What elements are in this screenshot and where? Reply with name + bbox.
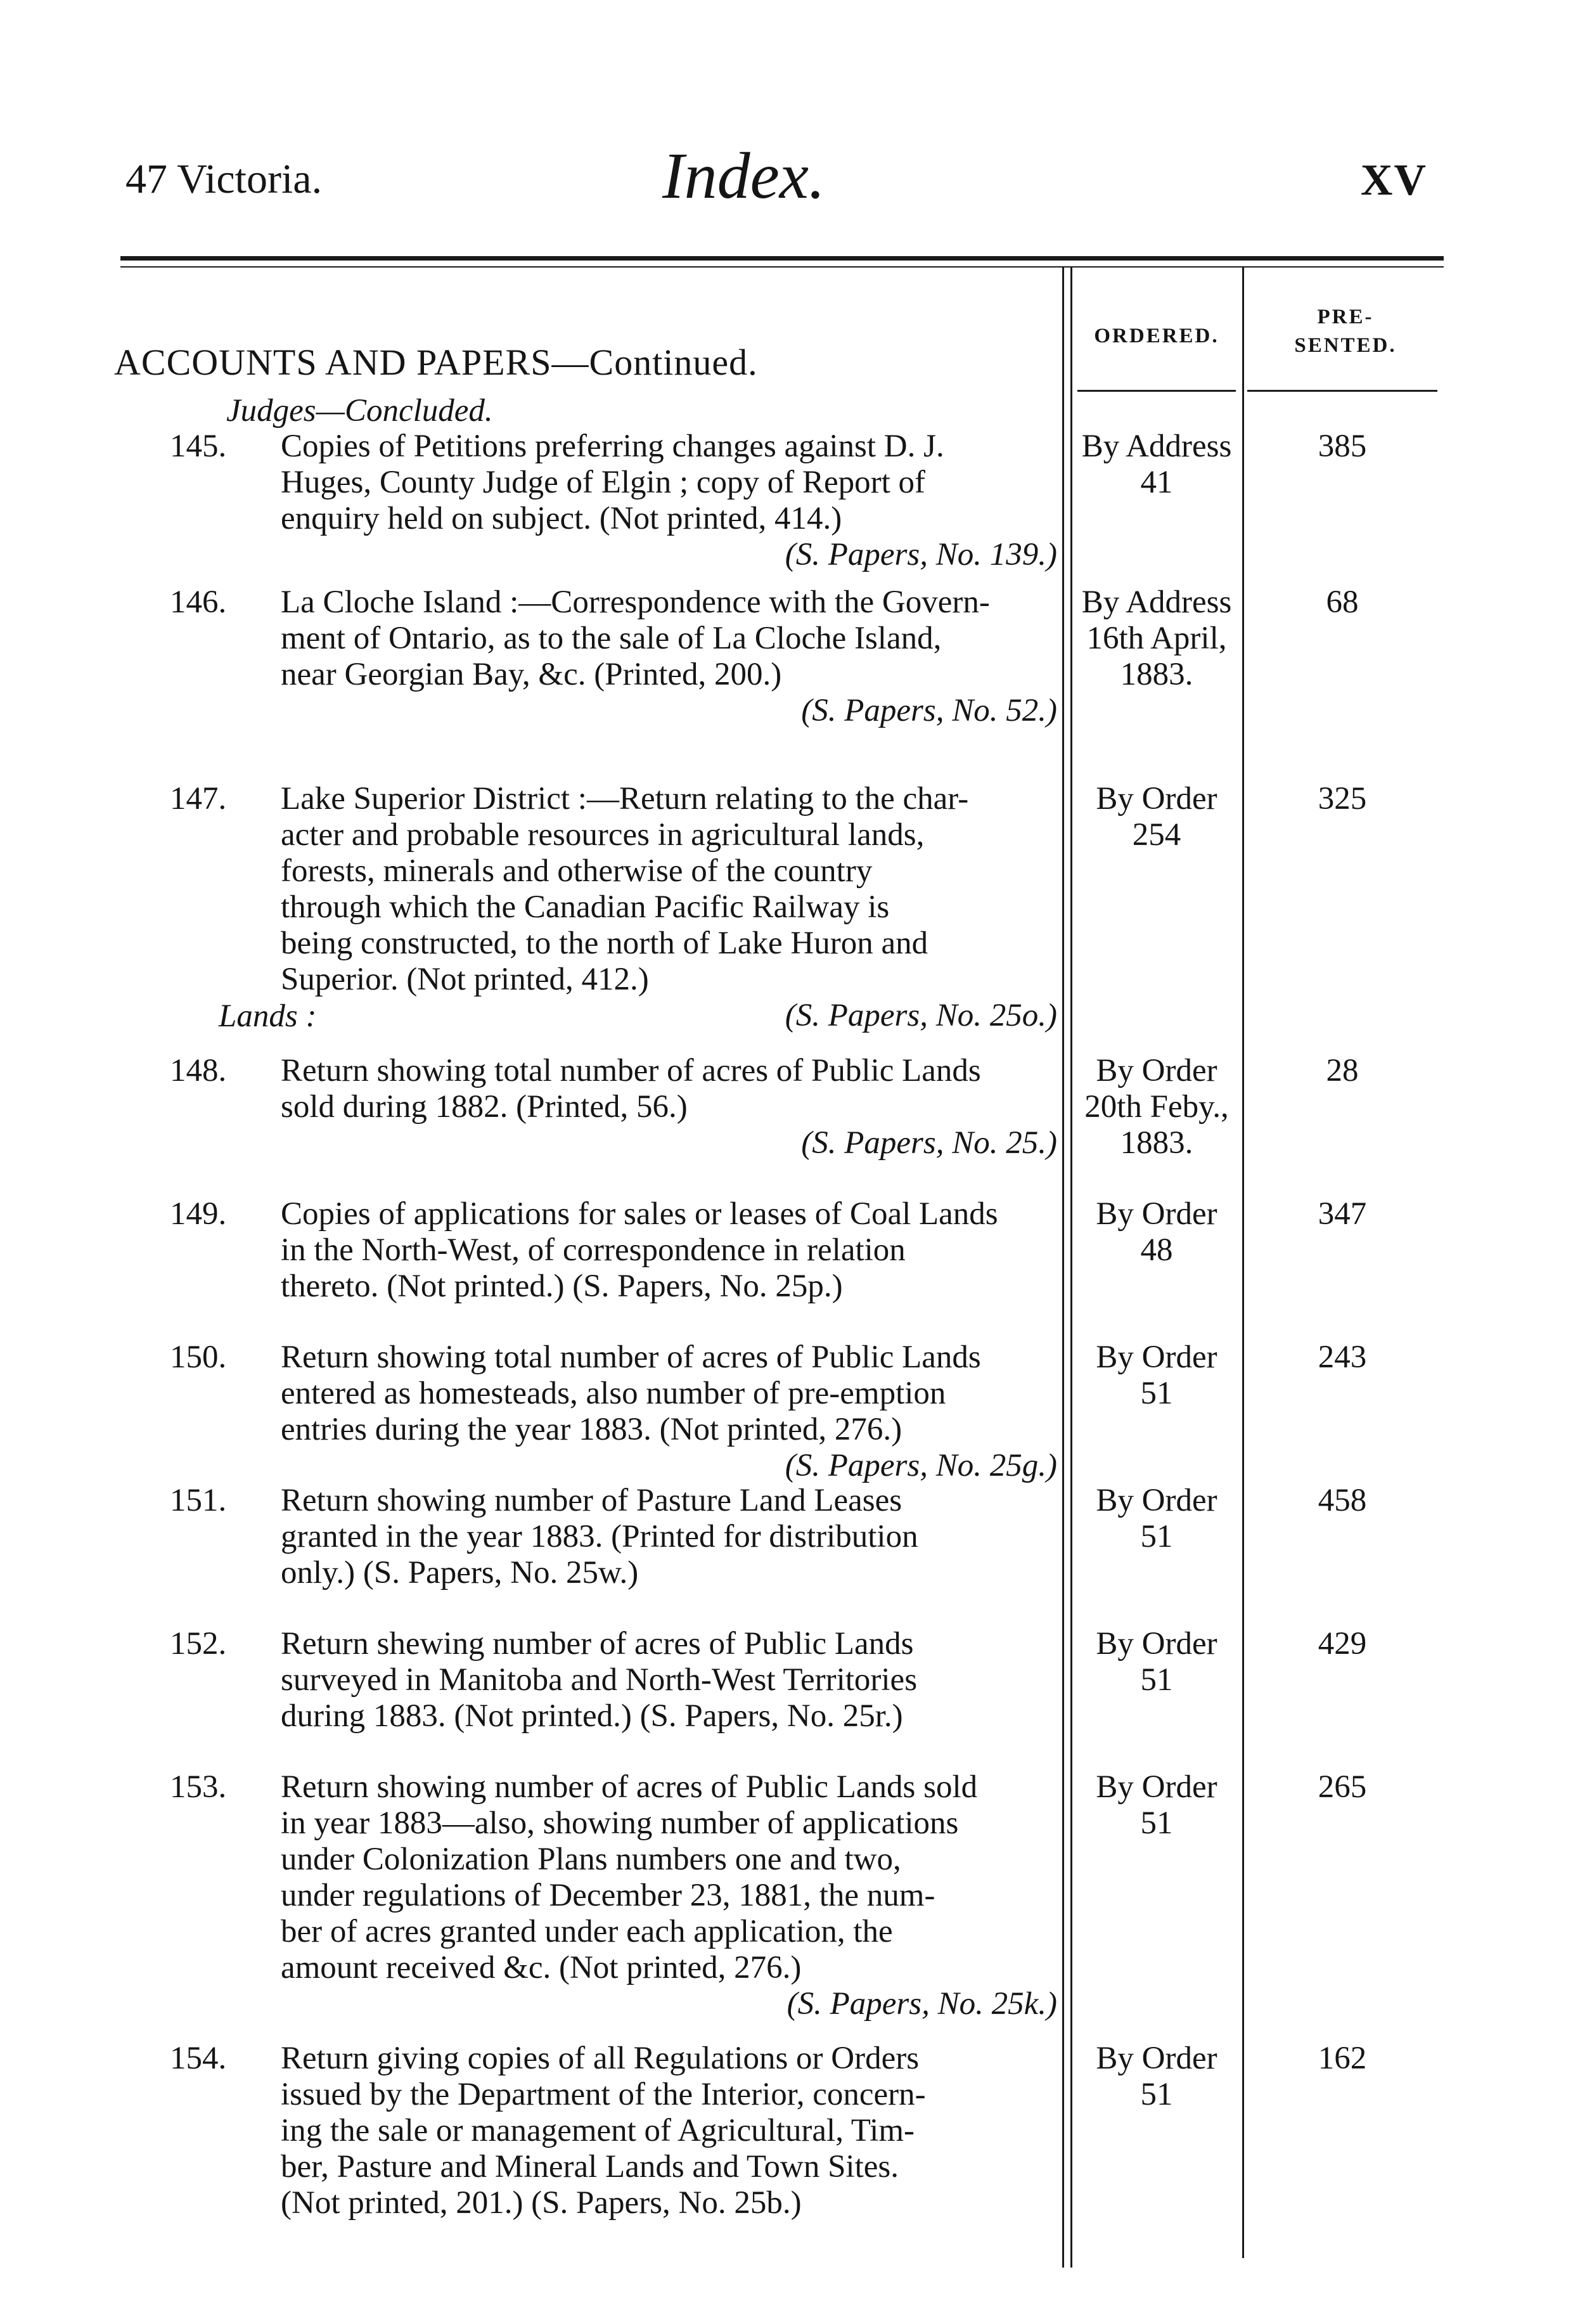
entry-ordered [1074, 1769, 1239, 1842]
entry-ordered-line: By Order [1096, 2041, 1217, 2076]
entry-description-line: issued by the Department of the Interior, concern- [281, 2077, 926, 2112]
entry-description [281, 1483, 1057, 1591]
entry-ordered-line: 51 [1140, 1376, 1173, 1411]
entry-presented: 325 [1318, 781, 1367, 817]
entry-number: 146. [170, 584, 227, 620]
entry-ordered [1074, 1483, 1239, 1555]
entry-description-line: entered as homesteads, also number of pre-emption [281, 1376, 946, 1411]
entry-description [281, 1626, 1057, 1734]
column-header-presented [1247, 303, 1444, 359]
entry-description-line: under Colonization Plans numbers one and two, [281, 1842, 901, 1877]
entry-description-line: surveyed in Manitoba and North-West Territories [281, 1662, 918, 1698]
entry-ordered-line: 51 [1140, 2077, 1173, 2112]
column-header-ordered: ORDERED. [1094, 325, 1219, 347]
entry-description-line: Return showing total number of acres of Public Lands [281, 1340, 981, 1375]
entry-ordered-line: By Order [1096, 1340, 1217, 1375]
entry-ordered [1074, 584, 1239, 693]
entry-ordered-line: 48 [1140, 1232, 1173, 1268]
entry-ordered-line: 51 [1140, 1519, 1173, 1554]
sessional-paper-reference: (S. Papers, No. 139.) [785, 537, 1057, 572]
sessional-paper-reference: (S. Papers, No. 25o.) [785, 998, 1057, 1033]
entry-description-line: only.) (S. Papers, No. 25w.) [281, 1555, 639, 1591]
entry-description [281, 1053, 1057, 1161]
entry-description [281, 781, 1057, 1034]
sessional-paper-reference: (S. Papers, No. 25.) [801, 1125, 1057, 1161]
entry-presented: 265 [1318, 1769, 1367, 1805]
entry-description-line: in the North-West, of correspondence in relation [281, 1232, 906, 1268]
entry-description-line: enquiry held on subject. (Not printed, 414.) [281, 501, 842, 536]
entry-description [281, 1769, 1057, 2022]
entry-description-line: Lake Superior District :—Return relating to the char- [281, 781, 969, 817]
entry-description-line: Copies of Petitions preferring changes against D. J. [281, 429, 944, 464]
column-header-presented-line1: PRE- [1317, 306, 1374, 328]
entry-description-line: Superior. (Not printed, 412.) [281, 962, 649, 997]
entry-description-line: through which the Canadian Pacific Railway is [281, 889, 890, 925]
header-page-number: XV [1360, 156, 1427, 205]
header-volume: 47 Victoria. [125, 156, 323, 202]
entry-description-line: La Cloche Island :—Correspondence with the Govern- [281, 584, 990, 620]
subhead-judges: Judges—Concluded. [226, 393, 493, 429]
entry-presented: 458 [1318, 1483, 1367, 1518]
header-rule-thick [120, 256, 1444, 261]
entry-ordered-line: 1883. [1120, 1125, 1193, 1161]
entry-ordered-line: By Address [1081, 429, 1232, 464]
entry-description-line: Return showing number of Pasture Land Leases [281, 1483, 902, 1518]
entry-description-line: Copies of applications for sales or leases of Coal Lands [281, 1196, 998, 1232]
entry-ordered-line: By Order [1096, 1483, 1217, 1518]
column-header-presented-line2: SENTED. [1294, 333, 1397, 357]
entry-ordered-line: 51 [1140, 1805, 1173, 1841]
sessional-paper-reference: (S. Papers, No. 52.) [801, 693, 1057, 728]
header-rule-thin [120, 266, 1444, 268]
entry-description-line: under regulations of December 23, 1881, the num- [281, 1878, 935, 1913]
sessional-paper-reference: (S. Papers, No. 25k.) [786, 1986, 1057, 2022]
entry-number: 154. [170, 2041, 227, 2076]
entry-description [281, 2041, 1057, 2221]
section-title: ACCOUNTS AND PAPERS—Continued. [114, 342, 758, 383]
entry-description-line: Return showing total number of acres of Public Lands [281, 1053, 981, 1088]
entry-ordered-line: By Order [1096, 1053, 1217, 1088]
entry-number: 147. [170, 781, 227, 817]
entry-ordered-line: 254 [1132, 817, 1181, 853]
column-divider-right [1242, 268, 1244, 2258]
entry-number: 149. [170, 1196, 227, 1232]
entry-description-line: acter and probable resources in agricultural lands, [281, 817, 925, 853]
entry-ordered-line: 1883. [1120, 657, 1193, 692]
entry-ordered [1074, 2041, 1239, 2113]
entry-description-line: Return showing number of acres of Public Lands sold [281, 1769, 978, 1805]
sessional-paper-reference: (S. Papers, No. 25g.) [785, 1448, 1057, 1483]
entry-ordered-line: By Order [1096, 1626, 1217, 1662]
entry-description-line: sold during 1882. (Printed, 56.) [281, 1089, 688, 1125]
entry-number: 153. [170, 1769, 227, 1805]
entry-description-line: Huges, County Judge of Elgin ; copy of Report of [281, 465, 926, 500]
entry-presented: 68 [1326, 584, 1359, 620]
entry-ordered [1074, 429, 1239, 501]
ordered-header-rule [1077, 390, 1236, 392]
entry-ordered-line: 16th April, [1086, 621, 1227, 656]
entry-description-line: near Georgian Bay, &c. (Printed, 200.) [281, 657, 782, 692]
entry-number: 152. [170, 1626, 227, 1662]
entry-ordered-line: By Order [1096, 1769, 1217, 1805]
entry-description-line: entries during the year 1883. (Not printed, 276.) [281, 1412, 902, 1447]
entry-ordered-line: By Order [1096, 1196, 1217, 1232]
entry-number: 145. [170, 429, 227, 464]
entry-presented: 347 [1318, 1196, 1367, 1232]
entry-ordered-line: 41 [1140, 465, 1173, 500]
entry-description-line: forests, minerals and otherwise of the country [281, 853, 873, 889]
column-divider-left-b [1070, 268, 1072, 2268]
entry-description-line: ber, Pasture and Mineral Lands and Town Sites. [281, 2149, 899, 2185]
entry-number: 151. [170, 1483, 227, 1518]
subhead-lands: Lands : [219, 998, 317, 1034]
entry-ordered-line: By Order [1096, 781, 1217, 817]
entry-presented: 28 [1326, 1053, 1359, 1088]
entry-description-line: Return giving copies of all Regulations or Orders [281, 2041, 920, 2076]
entry-ordered-line: By Address [1081, 584, 1232, 620]
header-title: Index. [662, 139, 825, 212]
entry-description [281, 584, 1057, 729]
entry-ordered-line: 51 [1140, 1662, 1173, 1698]
entry-presented: 385 [1318, 429, 1367, 464]
entry-ordered [1074, 1196, 1239, 1269]
entry-ordered-line: 20th Feby., [1084, 1089, 1229, 1125]
entry-ordered [1074, 1340, 1239, 1412]
entry-description-line: thereto. (Not printed.) (S. Papers, No. 25p.) [281, 1269, 843, 1304]
entry-description-line: (Not printed, 201.) (S. Papers, No. 25b.) [281, 2185, 802, 2221]
entry-ordered [1074, 1053, 1239, 1161]
entry-description-line: ment of Ontario, as to the sale of La Cloche Island, [281, 621, 942, 656]
column-divider-left-a [1062, 268, 1064, 2268]
entry-description-line: in year 1883—also, showing number of applications [281, 1805, 959, 1841]
entry-description-line: Return shewing number of acres of Public Lands [281, 1626, 914, 1662]
entry-description-line: during 1883. (Not printed.) (S. Papers, No. 25r.) [281, 1698, 903, 1734]
entry-ordered [1074, 1626, 1239, 1698]
entry-number: 148. [170, 1053, 227, 1088]
presented-header-rule [1247, 390, 1437, 392]
entry-number: 150. [170, 1340, 227, 1375]
entry-description-line: ber of acres granted under each application, the [281, 1914, 893, 1949]
entry-description-line: being constructed, to the north of Lake Huron and [281, 926, 928, 961]
entry-description [281, 1196, 1057, 1305]
entry-description [281, 429, 1057, 573]
entry-presented: 162 [1318, 2041, 1367, 2076]
entry-description-line: amount received &c. (Not printed, 276.) [281, 1950, 802, 1985]
entry-ordered [1074, 781, 1239, 853]
entry-presented: 429 [1318, 1626, 1367, 1662]
entry-description [281, 1340, 1057, 1484]
entry-presented: 243 [1318, 1340, 1367, 1375]
entry-description-line: granted in the year 1883. (Printed for distribution [281, 1519, 918, 1554]
entry-description-line: ing the sale or management of Agricultural, Tim- [281, 2113, 915, 2148]
